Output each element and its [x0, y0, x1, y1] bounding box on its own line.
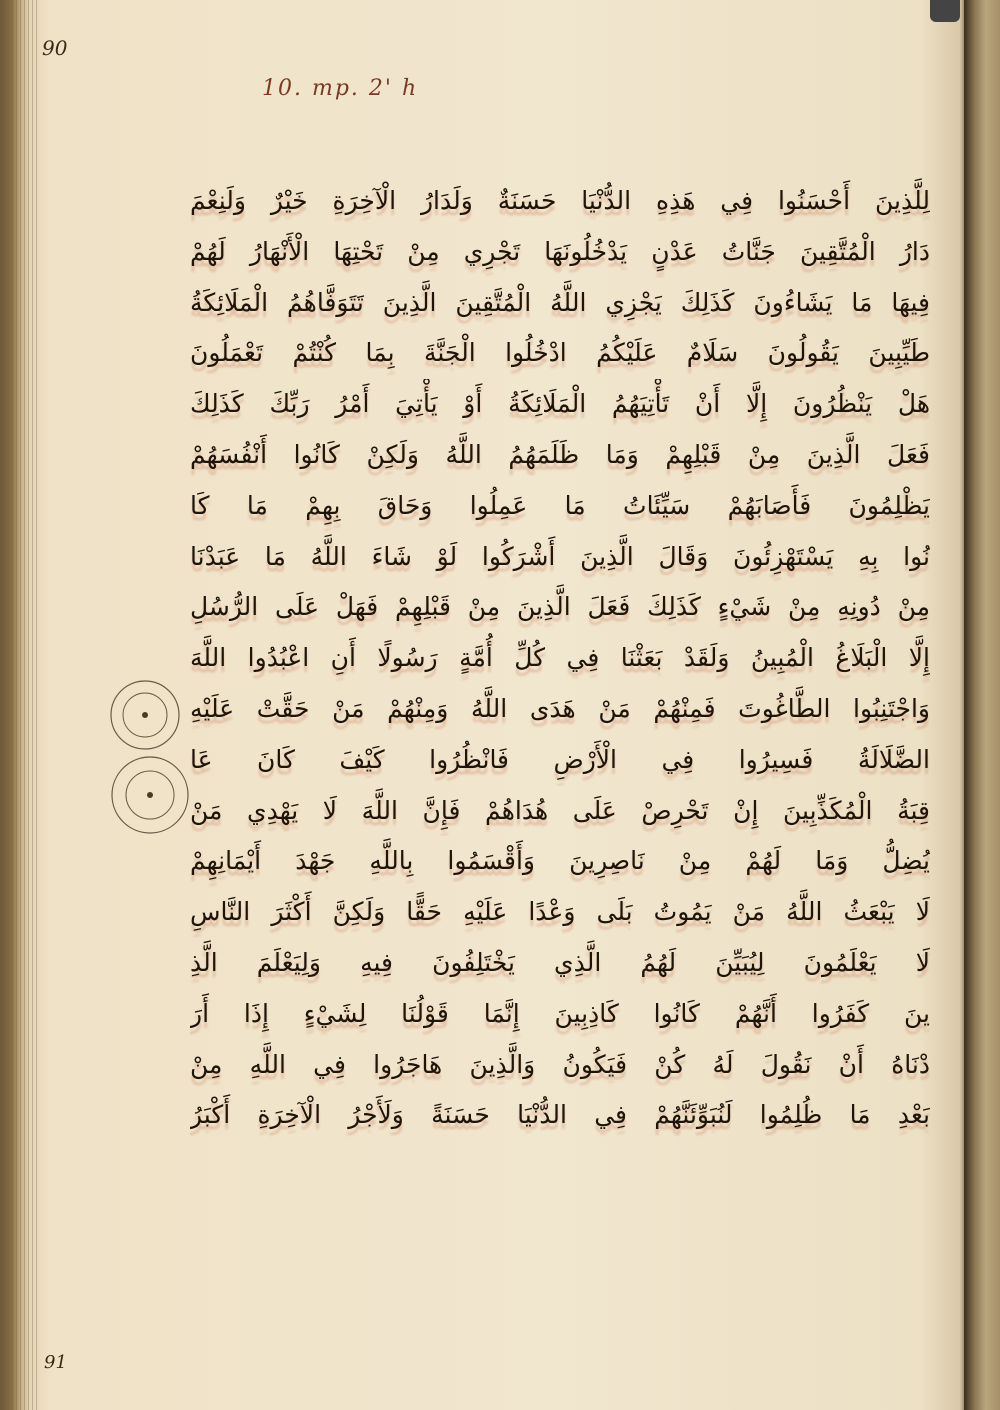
text-line: نُوا بِهِ يَسْتَهْزِئُونَ وَقَالَ الَّذِينَ أَشْرَكُوا لَوْ شَاءَ اللَّهُ مَا عَبَدْنَا — [190, 541, 930, 571]
folio-number-top: 90 — [42, 36, 68, 60]
page-edges — [0, 0, 40, 1410]
text-line: دْنَاهُ أَنْ نَقُولَ لَهُ كُنْ فَيَكُونُ وَالَّذِينَ هَاجَرُوا فِي اللَّهِ مِنْ — [190, 1049, 930, 1079]
binding-clip — [930, 0, 960, 22]
facing-page-edge — [964, 0, 1000, 1410]
text-line: ينَ كَفَرُوا أَنَّهُمْ كَانُوا كَاذِبِينَ إِنَّمَا قَوْلُنَا لِشَيْءٍ إِذَا أَرَ — [190, 998, 930, 1028]
text-line: مِنْ دُونِهِ مِنْ شَيْءٍ كَذَلِكَ فَعَلَ الَّذِينَ مِنْ قَبْلِهِمْ فَهَلْ عَلَى الرُّسُلِ — [190, 592, 930, 622]
marginal-circle-ornament — [100, 675, 210, 855]
text-line: فَعَلَ الَّذِينَ مِنْ قَبْلِهِمْ وَمَا ظَلَمَهُمُ اللَّهُ وَلَكِنْ كَانُوا أَنْفُسَهُمْ — [190, 439, 930, 469]
text-line: لَا يَعْلَمُونَ لِيُبَيِّنَ لَهُمُ الَّذِي يَخْتَلِفُونَ فِيهِ وَلِيَعْلَمَ الَّذِ — [190, 947, 930, 977]
text-line: لِلَّذِينَ أَحْسَنُوا فِي هَذِهِ الدُّنْيَا حَسَنَةٌ وَلَدَارُ الْآخِرَةِ خَيْرٌ وَلَنِعْمَ — [190, 186, 930, 215]
text-line: بَعْدِ مَا ظُلِمُوا لَنُبَوِّئَنَّهُمْ فِي الدُّنْيَا حَسَنَةً وَلَأَجْرُ الْآخِرَةِ أَكْبَرُ — [190, 1100, 930, 1130]
text-line: هَلْ يَنْظُرُونَ إِلَّا أَنْ تَأْتِيَهُمُ الْمَلَائِكَةُ أَوْ يَأْتِيَ أَمْرُ رَبِّكَ كَذَلِكَ — [190, 389, 930, 419]
text-line: وَاجْتَنِبُوا الطَّاغُوتَ فَمِنْهُمْ مَنْ هَدَى اللَّهُ وَمِنْهُمْ مَنْ حَقَّتْ عَلَيْهِ — [190, 693, 930, 723]
text-line: فِيهَا مَا يَشَاءُونَ كَذَلِكَ يَجْزِي اللَّهُ الْمُتَّقِينَ الَّذِينَ تَتَوَفَّاهُمُ الْمَلَائِكَةُ — [190, 287, 930, 317]
manuscript-text — [190, 176, 930, 1141]
text-line: إِلَّا الْبَلَاغُ الْمُبِينُ وَلَقَدْ بَعَثْنَا فِي كُلِّ أُمَّةٍ رَسُولًا أَنِ اعْبُدُوا اللَّهَ — [190, 643, 930, 673]
text-line: طَيِّبِينَ يَقُولُونَ سَلَامٌ عَلَيْكُمُ ادْخُلُوا الْجَنَّةَ بِمَا كُنْتُمْ تَعْمَلُونَ — [190, 338, 930, 368]
text-line: يَظْلِمُونَ فَأَصَابَهُمْ سَيِّئَاتُ مَا عَمِلُوا وَحَاقَ بِهِمْ مَا كَا — [190, 490, 930, 520]
text-line: دَارُ الْمُتَّقِينَ جَنَّاتُ عَدْنٍ يَدْخُلُونَهَا تَجْرِي مِنْ تَحْتِهَا الْأَنْهَارُ لَهُمْ — [190, 236, 930, 266]
text-line: قِبَةُ الْمُكَذِّبِينَ إِنْ تَحْرِصْ عَلَى هُدَاهُمْ فَإِنَّ اللَّهَ لَا يَهْدِي مَنْ — [190, 795, 930, 825]
shelf-mark: 10. mp. 2' h — [262, 76, 419, 101]
text-line: لَا يَبْعَثُ اللَّهُ مَنْ يَمُوتُ بَلَى وَعْدًا عَلَيْهِ حَقًّا وَلَكِنَّ أَكْثَرَ النَّاسِ — [190, 897, 930, 927]
text-line: يُضِلُّ وَمَا لَهُمْ مِنْ نَاصِرِينَ وَأَقْسَمُوا بِاللَّهِ جَهْدَ أَيْمَانِهِمْ — [190, 846, 930, 876]
text-line: الضَّلَالَةُ فَسِيرُوا فِي الْأَرْضِ فَانْظُرُوا كَيْفَ كَانَ عَا — [190, 744, 930, 774]
folio-number-bottom: 91 — [44, 1352, 67, 1373]
